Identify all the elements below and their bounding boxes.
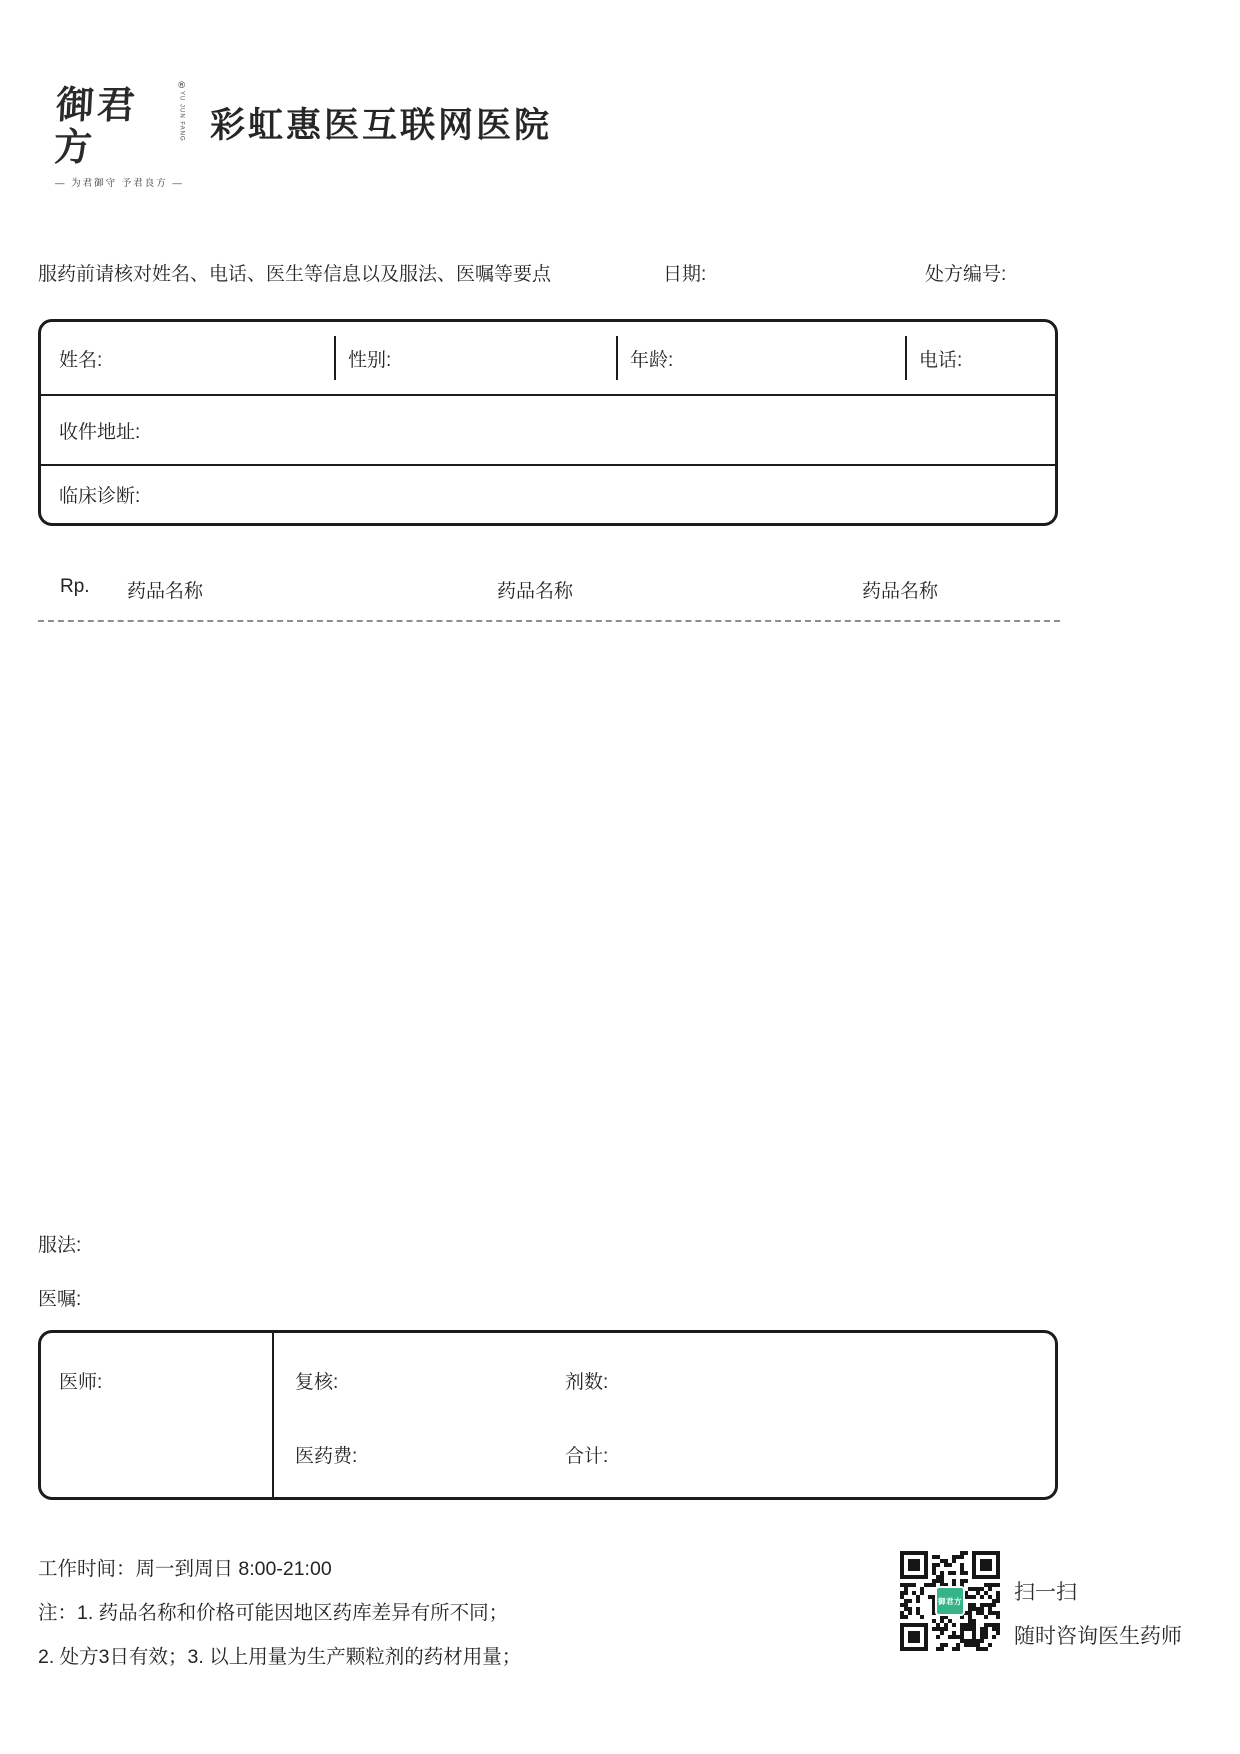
patient-phone-label: 电话: — [919, 349, 963, 371]
footer-note-line2: 2. 处方3日有效；3. 以上用量为生产颗粒剂的药材用量； — [38, 1646, 522, 1668]
usage-label: 服法: — [38, 1235, 82, 1256]
column-divider — [334, 336, 336, 380]
rx-number-label: 处方编号: — [925, 264, 1007, 285]
drug-name-column-header: 药品名称 — [862, 581, 939, 602]
brand-logo — [52, 80, 185, 189]
signoff-box — [38, 1330, 1058, 1500]
date-label: 日期: — [663, 264, 707, 285]
review-label: 复核: — [295, 1372, 339, 1393]
column-divider — [616, 336, 618, 380]
qr-finder-icon — [972, 1551, 1000, 1579]
column-divider — [905, 336, 907, 380]
brand-logo-text: 御君方 — [52, 82, 140, 169]
dashed-separator — [38, 620, 1060, 622]
patient-gender-label: 性别: — [348, 349, 392, 371]
qr-finder-icon — [900, 1623, 928, 1651]
drug-name-column-header: 药品名称 — [497, 581, 574, 602]
rp-label: Rp. — [60, 576, 90, 597]
footer-note-line1: 注：1. 药品名称和价格可能因地区药库差异有所不同； — [38, 1602, 509, 1624]
brand-logo-pinyin: YU JUN FANG — [178, 91, 185, 142]
physician-label: 医师: — [59, 1372, 103, 1393]
medicine-fee-label: 医药费: — [295, 1446, 358, 1467]
patient-info-box — [38, 319, 1058, 526]
column-divider — [272, 1333, 274, 1497]
brand-tagline: — 为君御守 予君良方 — — [55, 177, 184, 189]
clinical-diagnosis-label: 临床诊断: — [59, 486, 141, 507]
registered-trademark-icon: ® — [178, 80, 185, 90]
drug-name-column-header: 药品名称 — [127, 581, 204, 602]
work-hours-text: 工作时间：周一到周日 8:00-21:00 — [38, 1558, 332, 1580]
patient-row-basic — [41, 322, 1055, 396]
patient-row-diagnosis — [41, 466, 1055, 523]
qr-code — [900, 1551, 1000, 1651]
scan-subcaption: 随时咨询医生药师 — [1014, 1625, 1182, 1648]
scan-caption: 扫一扫 — [1014, 1581, 1077, 1604]
patient-address-label: 收件地址: — [59, 421, 141, 443]
qr-finder-icon — [900, 1551, 928, 1579]
patient-row-address — [41, 396, 1055, 466]
hospital-title: 彩虹惠医互联网医院 — [210, 106, 553, 145]
doses-label: 剂数: — [565, 1372, 609, 1393]
patient-age-label: 年龄: — [630, 349, 674, 371]
total-label: 合计: — [565, 1446, 609, 1467]
doctor-advice-label: 医嘱: — [38, 1289, 82, 1310]
verification-notice: 服药前请核对姓名、电话、医生等信息以及服法、医嘱等要点 — [38, 264, 552, 285]
qr-center-logo: 御君方 — [935, 1586, 965, 1616]
patient-name-label: 姓名: — [59, 349, 103, 371]
